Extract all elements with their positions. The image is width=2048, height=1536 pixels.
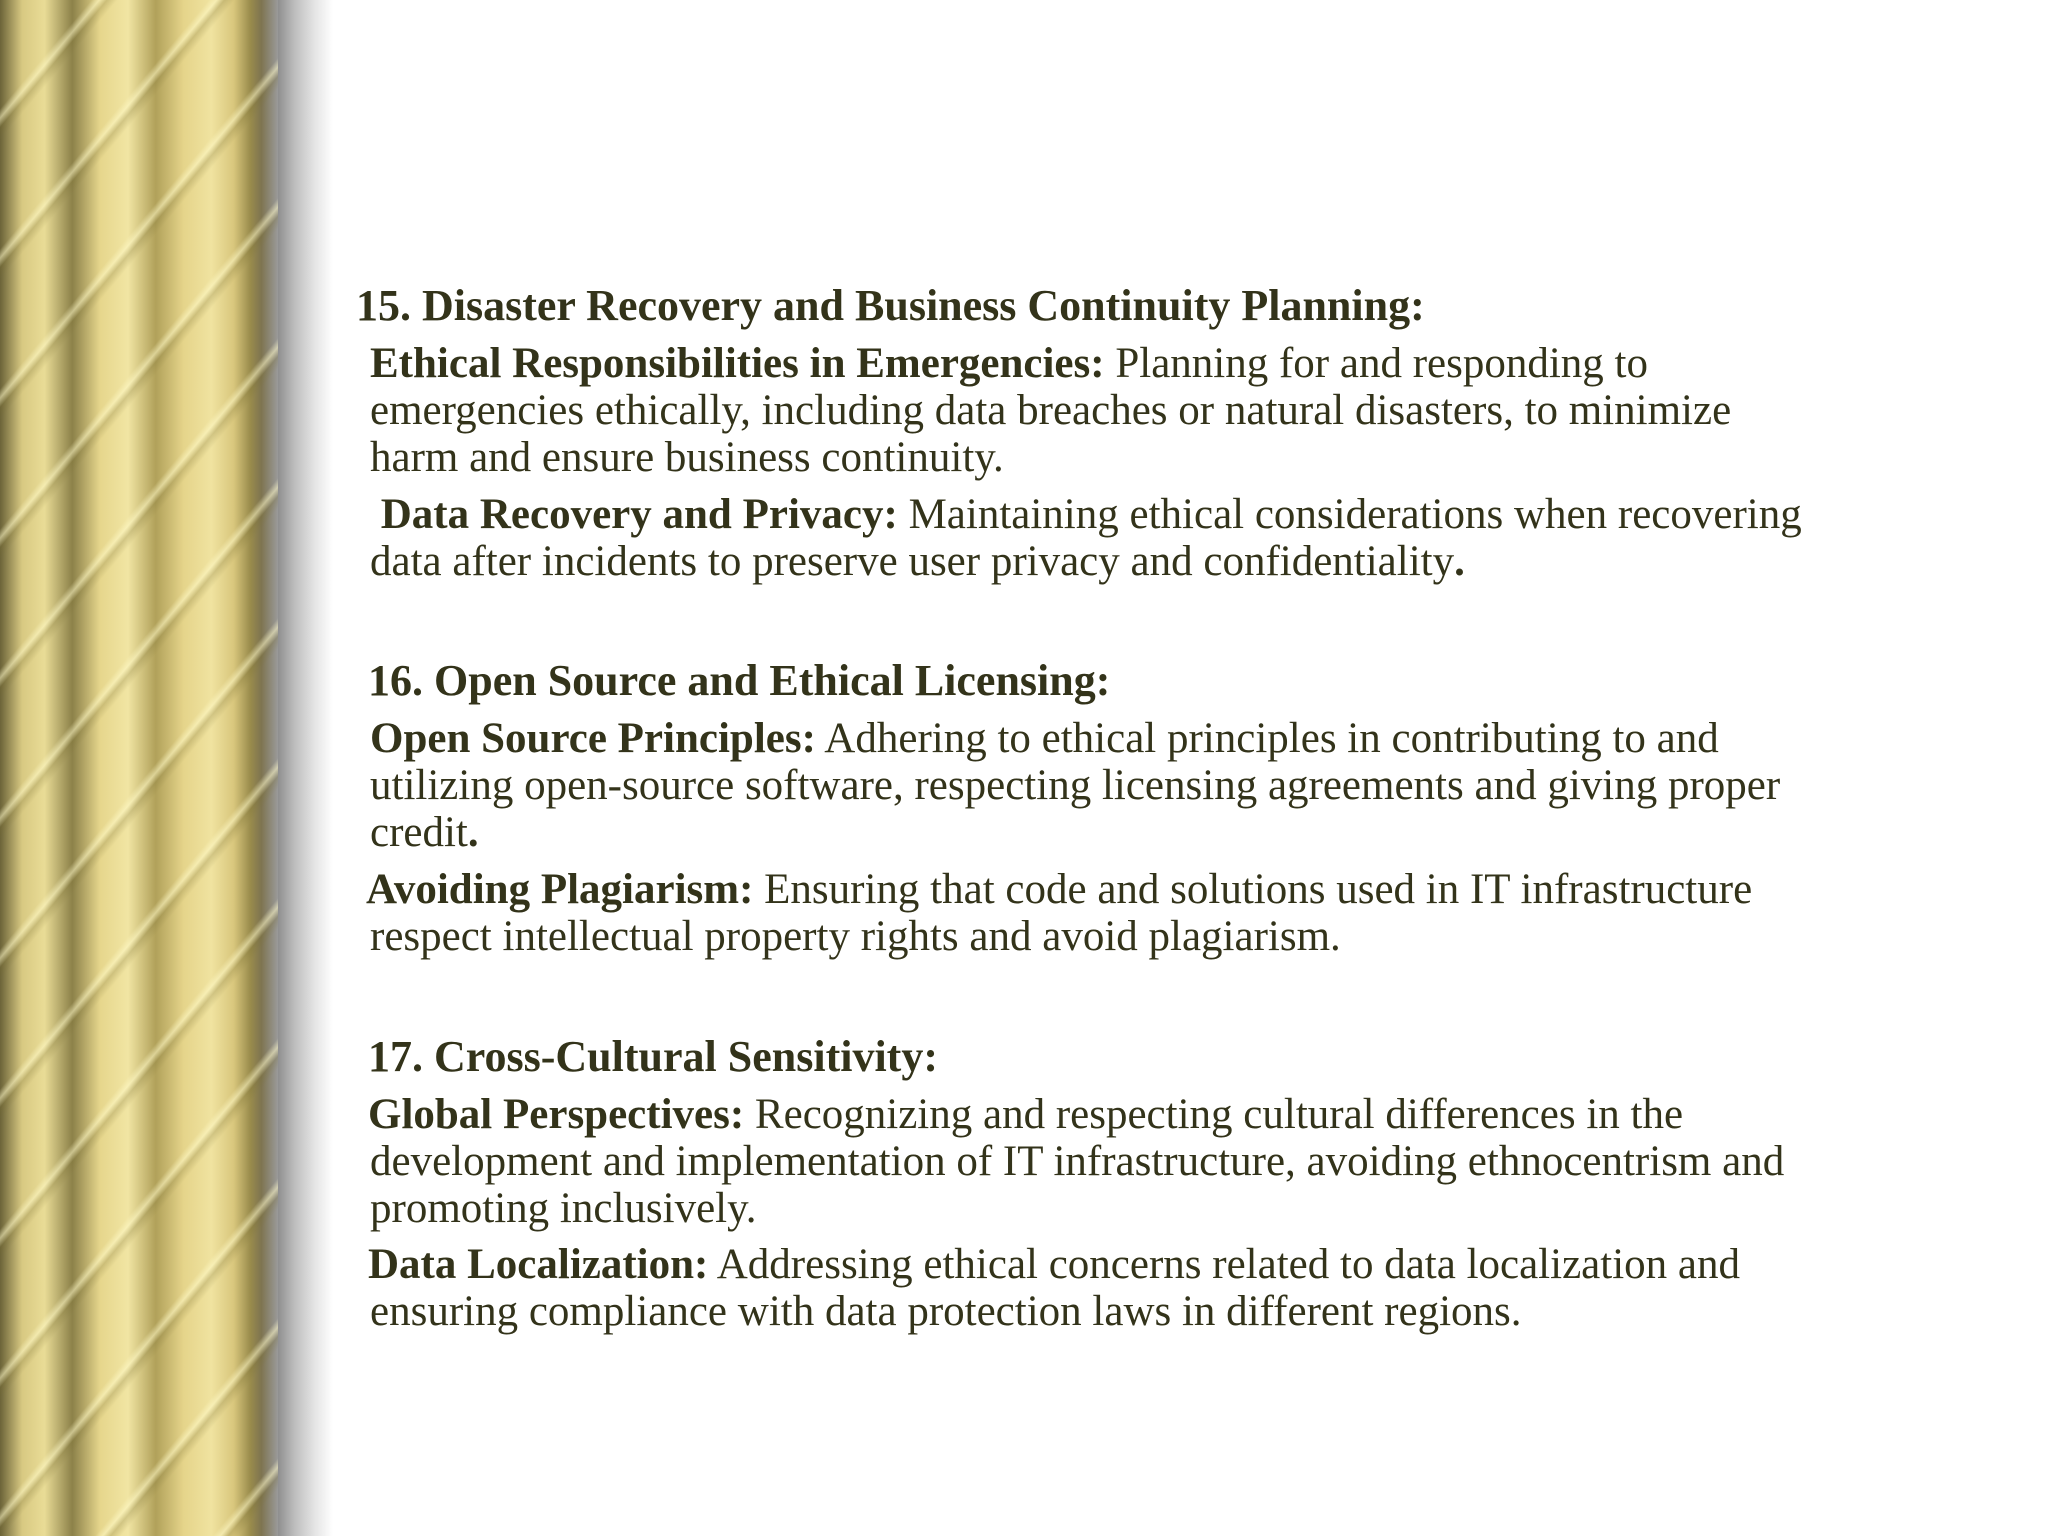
item-line: development and implementation of IT infrastructure, avoiding ethnocentrism and <box>370 1138 1785 1185</box>
item-line: harm and ensure business continuity. <box>370 434 1004 481</box>
item-text: Adhering to ethical principles in contributing to and <box>815 715 1719 762</box>
item-line: respect intellectual property rights and avoid plagiarism. <box>370 913 1341 960</box>
item-line <box>370 491 2010 538</box>
item-line <box>370 538 2010 585</box>
section-17-item-2 <box>368 1241 2008 1335</box>
item-line <box>368 1091 2008 1138</box>
section-15-item-2 <box>370 491 2010 585</box>
item-end-mark: . <box>467 809 479 856</box>
item-line <box>370 715 2010 762</box>
item-line <box>370 340 2010 387</box>
section-15-item-1 <box>370 340 2010 481</box>
item-text: Addressing ethical concerns related to data localization and <box>708 1241 1740 1288</box>
item-term: Open Source Principles: <box>370 715 816 762</box>
section-16-item-1 <box>370 715 2010 856</box>
section-15-heading: 15. Disaster Recovery and Business Continuity Planning: <box>356 281 1425 330</box>
section-17-item-1 <box>368 1091 2008 1232</box>
item-text: credit <box>370 809 468 856</box>
item-term: Ethical Responsibilities in Emergencies: <box>370 340 1105 387</box>
item-text: data after incidents to preserve user privacy and confidentiality <box>370 538 1455 585</box>
item-line: utilizing open-source software, respecting licensing agreements and giving proper <box>370 762 1781 809</box>
item-term: Data Localization: <box>368 1241 709 1288</box>
item-term: Avoiding Plagiarism: <box>366 866 754 913</box>
item-text: Maintaining ethical considerations when recovering <box>897 491 1802 538</box>
item-text: Ensuring that code and solutions used in IT infrastructure <box>753 866 1753 913</box>
section-16-item-2 <box>366 866 2006 960</box>
section-16-heading: 16. Open Source and Ethical Licensing: <box>368 656 1111 705</box>
item-line <box>368 1241 2008 1288</box>
item-line: promoting inclusively. <box>370 1185 757 1232</box>
item-term: Data Recovery and Privacy: <box>380 491 898 538</box>
item-line <box>366 866 2006 913</box>
item-line: ensuring compliance with data protection laws in different regions. <box>370 1288 1522 1335</box>
item-term: Global Perspectives: <box>368 1091 745 1138</box>
item-line: emergencies ethically, including data breaches or natural disasters, to minimize <box>370 387 1732 434</box>
item-text: Recognizing and respecting cultural differences in the <box>744 1091 1684 1138</box>
item-end-mark: . <box>1454 538 1465 585</box>
section-17-heading: 17. Cross-Cultural Sensitivity: <box>368 1032 938 1081</box>
item-text: Planning for and responding to <box>1104 340 1648 387</box>
item-line <box>370 809 2010 856</box>
